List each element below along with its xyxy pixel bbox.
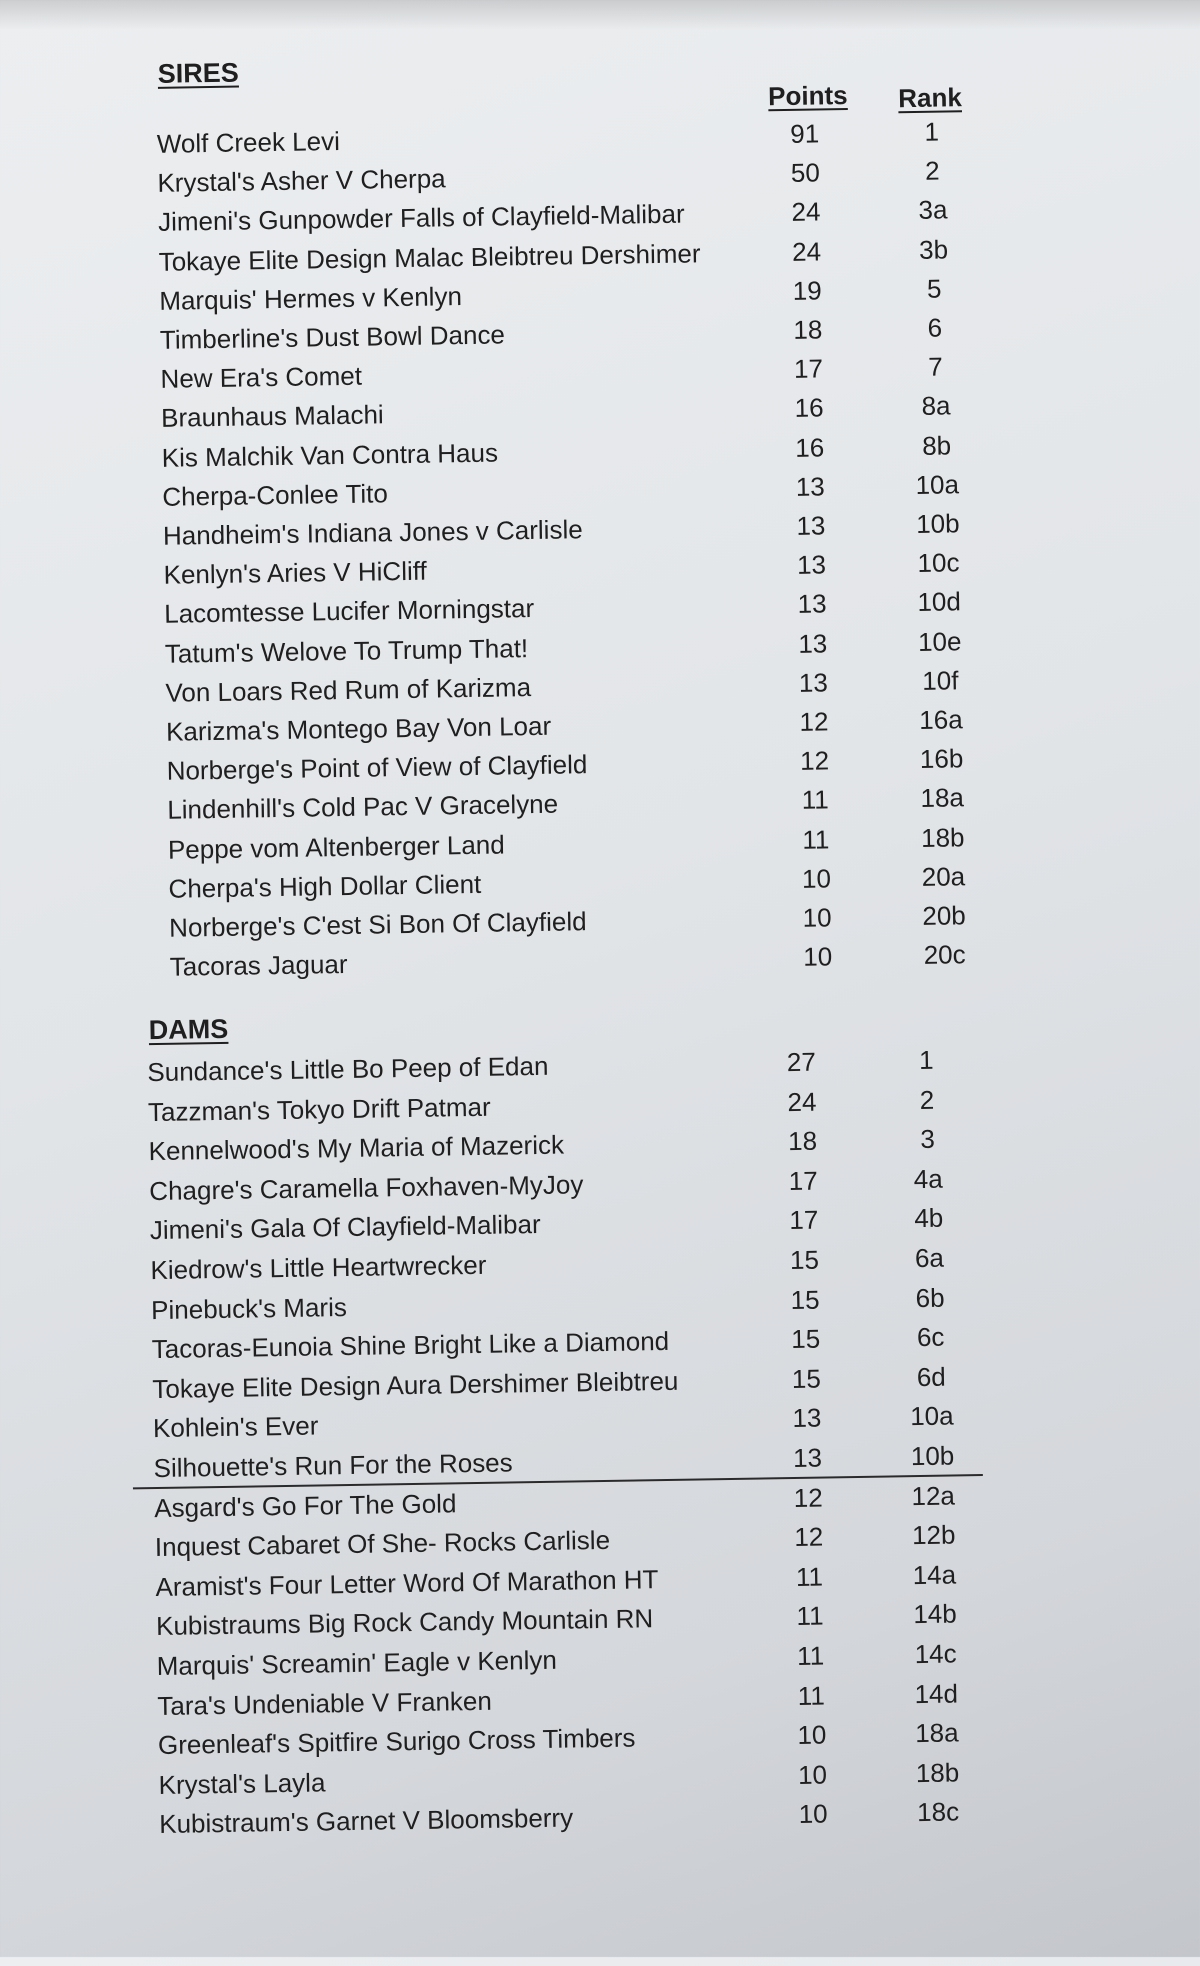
sires-name: Krystal's Asher V Cherpa: [157, 163, 446, 199]
dams-points: 15: [790, 1284, 820, 1315]
sires-name: Norberge's Point of View of Clayfield: [166, 749, 588, 786]
sires-points: 12: [799, 745, 830, 777]
dams-name: Kubistraums Big Rock Candy Mountain RN: [155, 1603, 654, 1642]
sires-points: 24: [791, 196, 821, 228]
sires-name: Cherpa-Conlee Tito: [162, 478, 389, 512]
dams-points: 15: [789, 1244, 820, 1276]
dams-rank: 18c: [916, 1796, 960, 1828]
sires-name: Kis Malchik Van Contra Haus: [161, 437, 499, 473]
sires-name: Karizma's Montego Bay Von Loar: [165, 710, 552, 747]
dams-rank: 10a: [909, 1400, 954, 1432]
sires-name: Lindenhill's Cold Pac V Gracelyne: [167, 789, 559, 826]
dams-name: Marquis' Screamin' Eagle v Kenlyn: [156, 1644, 558, 1682]
dams-name: Aramist's Four Letter Word Of Marathon HT: [155, 1563, 659, 1602]
dams-name: Tara's Undeniable V Franken: [157, 1685, 493, 1721]
sires-rank: 20a: [921, 861, 966, 892]
sires-name: Kenlyn's Aries V HiCliff: [163, 555, 427, 590]
dams-rank: 3: [920, 1123, 936, 1155]
dams-rank: 14b: [913, 1598, 957, 1630]
dams-rank: 4b: [914, 1203, 944, 1234]
sires-rank: 10d: [917, 586, 962, 618]
sires-points: 13: [798, 627, 828, 659]
sires-rank: 10a: [915, 469, 960, 500]
sires-rank: 1: [924, 116, 940, 147]
dams-name: Greenleaf's Spitfire Surigo Cross Timbers: [157, 1722, 636, 1761]
dams-points: 13: [792, 1402, 822, 1434]
dams-rank: 14c: [914, 1638, 957, 1670]
sires-name: Norberge's C'est Si Bon Of Clayfield: [168, 906, 587, 943]
sires-points: 11: [802, 823, 830, 855]
dams-rank: 12a: [911, 1480, 956, 1511]
dams-points: 17: [788, 1165, 818, 1196]
sires-points: 50: [790, 157, 821, 189]
dams-rank: 14a: [912, 1559, 957, 1590]
dams-rank: 6a: [914, 1242, 945, 1274]
dams-points: 10: [797, 1719, 827, 1751]
sires-points: 13: [797, 588, 827, 620]
sires-rank: 8b: [921, 430, 952, 461]
sires-rank: 8a: [921, 390, 951, 422]
sires-name: Marquis' Hermes v Kenlyn: [159, 280, 463, 316]
sires-name: Timberline's Dust Bowl Dance: [159, 319, 506, 355]
sires-rank: 16b: [919, 743, 964, 775]
sires-name: Peppe vom Altenberger Land: [167, 829, 505, 865]
dams-name: Jimeni's Gala Of Clayfield-Malibar: [149, 1209, 541, 1246]
sires-name: Braunhaus Malachi: [160, 399, 384, 434]
sires-rank: 10e: [917, 625, 962, 657]
dams-name: Kennelwood's My Maria of Mazerick: [148, 1129, 565, 1167]
dams-points: 24: [787, 1086, 817, 1117]
dams-points: 17: [789, 1204, 819, 1236]
dams-rank: 6c: [916, 1321, 945, 1353]
dams-points: 15: [790, 1323, 821, 1355]
sires-rank: 10c: [917, 547, 960, 579]
sires-name: Lacomtesse Lucifer Morningstar: [163, 593, 535, 630]
dams-points: 11: [795, 1561, 824, 1592]
dams-header: DAMS: [148, 1013, 229, 1046]
dams-name: Kubistraum's Garnet V Bloomsberry: [158, 1802, 574, 1840]
sires-header: SIRES: [157, 57, 239, 89]
dams-name: Pinebuck's Maris: [150, 1291, 348, 1325]
rank-column-header: Rank: [897, 82, 963, 114]
dams-rank: 10b: [910, 1440, 955, 1472]
dams-points: 13: [792, 1442, 823, 1474]
sires-points: 12: [799, 706, 829, 737]
dams-rank: 6b: [915, 1282, 945, 1313]
sires-points: 18: [793, 314, 823, 345]
dams-name: Kiedrow's Little Heartwrecker: [150, 1249, 487, 1286]
sires-name: Tokaye Elite Design Malac Bleibtreu Dershimer: [158, 237, 701, 277]
sires-name: Tatum's Welove To Trump That!: [164, 632, 529, 669]
sires-name: Von Loars Red Rum of Karizma: [165, 671, 532, 708]
sires-rank: 7: [927, 351, 943, 382]
sires-points: 10: [802, 941, 833, 972]
sires-points: 13: [796, 549, 827, 581]
dams-rank: 18b: [915, 1757, 960, 1788]
dams-name: Chagre's Caramella Foxhaven-MyJoy: [149, 1169, 584, 1206]
dams-name: Tacoras-Eunoia Shine Bright Like a Diamond: [151, 1326, 670, 1365]
sires-rank: 5: [926, 273, 942, 304]
sires-rank: 18b: [920, 821, 965, 853]
dams-rank: 2: [919, 1084, 935, 1115]
sires-rank: 18a: [920, 782, 965, 814]
sires-points: 13: [798, 667, 829, 698]
sires-points: 10: [802, 902, 832, 933]
sires-rank: 10b: [915, 508, 960, 539]
sires-points: 17: [793, 353, 824, 385]
dams-points: 12: [793, 1482, 823, 1513]
dams-points: 12: [794, 1521, 824, 1553]
dams-name: Tazzman's Tokyo Drift Patmar: [147, 1091, 491, 1127]
sires-name: Jimeni's Gunpowder Falls of Clayfield-Malibar: [157, 198, 685, 238]
dams-name: Kohlein's Ever: [152, 1410, 319, 1444]
sires-rank: 2: [924, 155, 940, 186]
dams-rank: 12b: [911, 1519, 956, 1551]
sires-points: 16: [794, 392, 824, 424]
sires-points: 11: [801, 784, 829, 816]
sires-points: 13: [795, 471, 825, 502]
sires-rank: 3b: [918, 234, 949, 265]
dams-points: 15: [791, 1363, 821, 1394]
dams-rank: 14d: [914, 1678, 959, 1709]
sires-name: New Era's Comet: [160, 360, 363, 395]
sires-name: Tacoras Jaguar: [169, 949, 348, 982]
sires-rank: 10f: [922, 665, 959, 696]
points-column-header: Points: [767, 80, 848, 112]
dams-points: 11: [797, 1680, 826, 1711]
sires-name: Handheim's Indiana Jones v Carlisle: [162, 514, 583, 551]
sires-rank: 20b: [922, 900, 966, 931]
dams-name: Silhouette's Run For the Roses: [153, 1447, 513, 1484]
sires-rank: 3a: [918, 194, 948, 226]
dams-name: Krystal's Layla: [158, 1767, 326, 1800]
sires-points: 16: [794, 432, 825, 463]
sires-rank: 16a: [919, 704, 963, 735]
dams-name: Inquest Cabaret Of She- Rocks Carlisle: [154, 1525, 611, 1563]
dams-points: 10: [797, 1759, 828, 1790]
dams-name: Tokaye Elite Design Aura Dershimer Bleibtreu: [152, 1365, 679, 1404]
sires-rank: 20c: [923, 939, 966, 971]
dams-rank: 6d: [916, 1361, 946, 1392]
dams-rank: 1: [918, 1044, 934, 1075]
dams-name: Asgard's Go For The Gold: [154, 1487, 457, 1523]
dams-rank: 18a: [914, 1717, 959, 1749]
sires-points: 91: [790, 118, 820, 149]
sires-rank: 6: [927, 312, 943, 343]
sires-points: 24: [791, 236, 822, 267]
dams-rank: 4a: [913, 1163, 943, 1194]
dams-points: 11: [796, 1640, 825, 1671]
sires-points: 19: [792, 275, 822, 306]
sires-name: Wolf Creek Levi: [156, 125, 341, 159]
sires-points: 10: [801, 863, 832, 894]
dams-points: 11: [796, 1600, 824, 1632]
dams-points: 27: [786, 1046, 817, 1078]
dams-name: Sundance's Little Bo Peep of Edan: [147, 1050, 549, 1088]
sires-points: 13: [796, 510, 826, 541]
sires-name: Cherpa's High Dollar Client: [168, 868, 482, 904]
dams-points: 18: [787, 1125, 818, 1157]
dams-points: 10: [798, 1798, 828, 1830]
